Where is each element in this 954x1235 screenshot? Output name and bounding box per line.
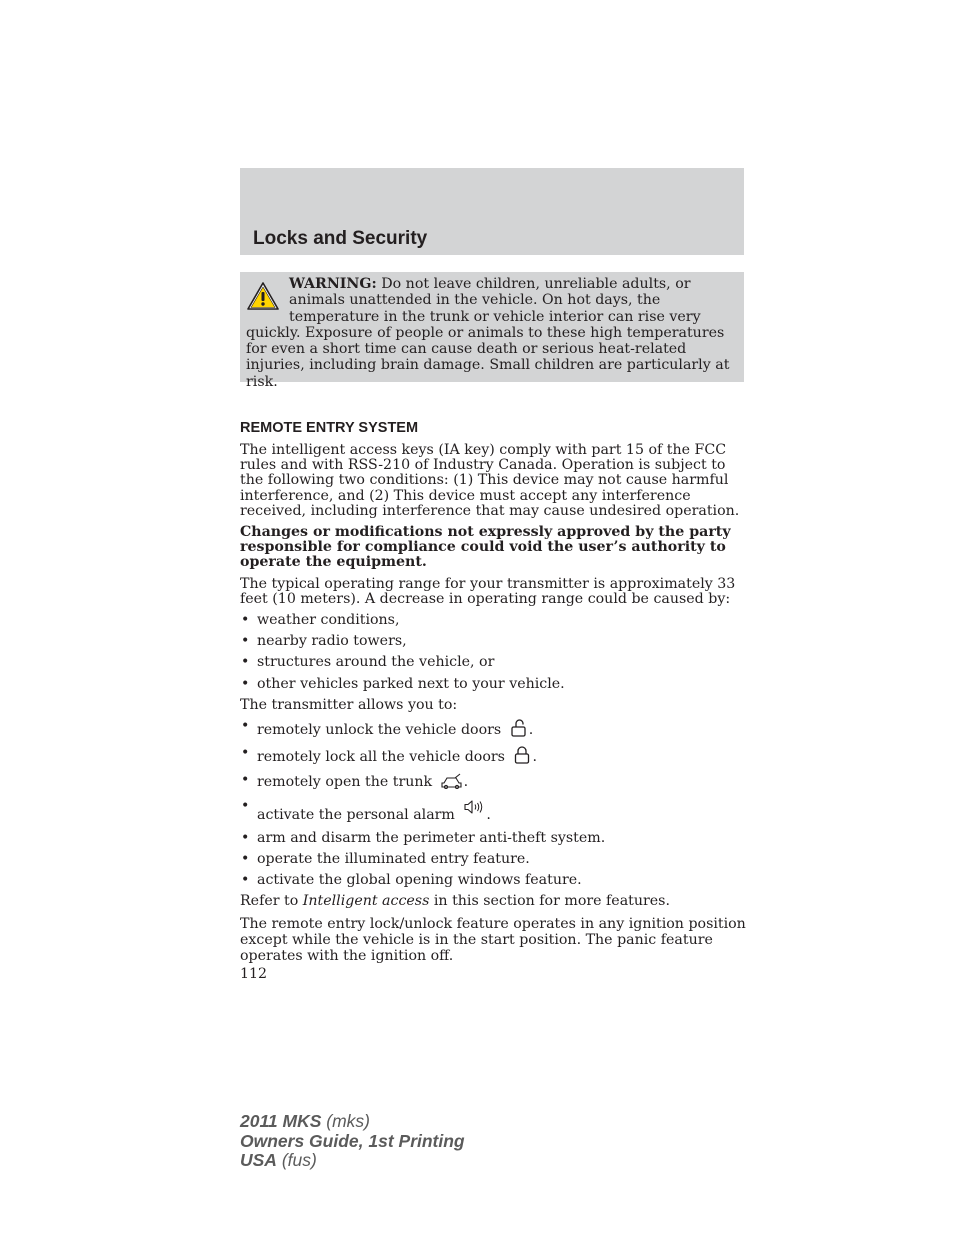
remote-entry-heading: REMOTE ENTRY SYSTEM xyxy=(240,420,419,436)
document-footer xyxy=(240,1112,465,1171)
lock-icon xyxy=(513,746,531,764)
section-title: Locks and Security xyxy=(253,228,428,249)
list-item: • other vehicles parked next to your vehicle. xyxy=(240,677,750,692)
refer-text: in this section for more features. xyxy=(429,893,670,910)
list-item: • weather conditions, xyxy=(240,613,750,628)
list-item-text: remotely open the trunk xyxy=(257,774,433,791)
refer-paragraph xyxy=(240,894,750,909)
fcc-paragraph: The intelligent access keys (IA key) comply with part 15 of the FCC rules and with RSS-210 of Industry Canada. Operation is subject to the following two conditions: (1) This device may not cause harmful interference, and (2) This device must accept any interference received, including interference that may cause undesired operation. xyxy=(240,442,740,519)
trunk-icon xyxy=(441,773,463,789)
list-item: • structures around the vehicle, or xyxy=(240,655,750,670)
list-item-suffix: . xyxy=(463,774,469,791)
list-item-text: activate the personal alarm xyxy=(257,806,455,823)
list-item-suffix: . xyxy=(486,806,491,823)
main-content xyxy=(240,420,750,982)
modifications-warning: Changes or modifications not expressly approved by the party responsible for compliance could void the user’s authority to operate the equipment. xyxy=(240,524,731,571)
list-item xyxy=(240,719,750,738)
footer-region: USA xyxy=(240,1150,277,1170)
page-number: 112 xyxy=(240,965,268,982)
list-item-suffix: . xyxy=(528,722,534,739)
refer-text: Refer to xyxy=(240,893,303,910)
list-item xyxy=(240,746,750,765)
warning-box xyxy=(240,272,744,390)
warning-label: WARNING: xyxy=(289,276,377,292)
alarm-icon xyxy=(463,799,485,815)
allows-intro: The transmitter allows you to: xyxy=(240,696,458,713)
footer-printing: Owners Guide, 1st Printing xyxy=(240,1130,465,1151)
footer-region-code: (fus) xyxy=(276,1150,317,1170)
list-item: • operate the illuminated entry feature. xyxy=(240,852,750,867)
range-factors-list xyxy=(240,613,750,692)
range-paragraph: The typical operating range for your transmitter is approximately 33 feet (10 meters). A decrease in operating range could be caused by: xyxy=(240,575,736,607)
intelligent-access-reference: Intelligent access xyxy=(302,893,430,910)
list-item: • activate the global opening windows feature. xyxy=(240,873,750,888)
ignition-paragraph: The remote entry lock/unlock feature operates in any ignition position except while the vehicle is in the start position. The panic feature operates with the ignition off. xyxy=(240,915,746,965)
footer-line xyxy=(240,1112,465,1132)
transmitter-functions-list xyxy=(240,719,750,888)
list-item-suffix: . xyxy=(532,749,537,766)
list-item xyxy=(240,799,750,823)
footer-line xyxy=(240,1151,465,1171)
list-item: • arm and disarm the perimeter anti-theft system. xyxy=(240,831,750,846)
list-item xyxy=(240,773,750,790)
footer-line xyxy=(240,1132,465,1152)
warning-triangle-icon xyxy=(246,281,280,313)
unlock-icon xyxy=(510,719,528,737)
list-item: • nearby radio towers, xyxy=(240,634,750,649)
warning-text: Do not leave children, unreliable adults, or animals unattended in the vehicle. On hot days, the temperature in the trunk or vehicle interior can rise very quickly. Exposure of people or animals to these high temperatures for even a short time can cause death or serious heat-related injuries, including brain damage. Small children are particularly at risk. xyxy=(246,276,730,390)
footer-model: 2011 MKS xyxy=(240,1111,322,1131)
list-item-text: remotely lock all the vehicle doors xyxy=(257,749,505,766)
footer-model-code: (mks) xyxy=(321,1111,370,1131)
list-item-text: remotely unlock the vehicle doors xyxy=(257,722,502,739)
